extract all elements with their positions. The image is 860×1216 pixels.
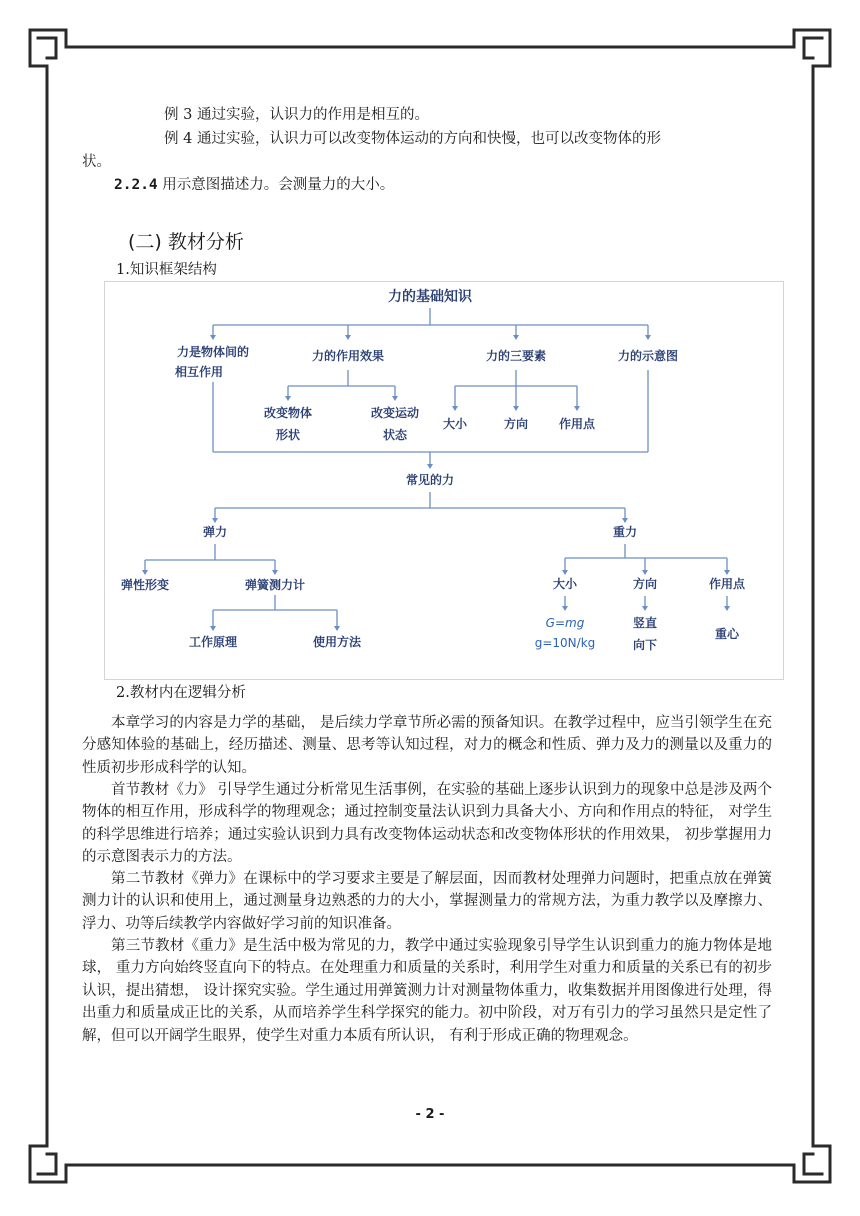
- page-number: - 2 -: [415, 1107, 445, 1122]
- subheading-knowledge-framework: 1.知识框架结构: [116, 262, 217, 278]
- diagram-interaction-line1: 力是物体间的: [176, 345, 249, 359]
- diagram-elastic-deformation: 弹性形变: [120, 578, 169, 592]
- diagram-usage-method: 使用方法: [312, 635, 361, 649]
- diagram-direction: 方向: [503, 417, 528, 431]
- diagram-force-effect: 力的作用效果: [311, 349, 384, 363]
- example-3: 例 3 通过实验，认识力的作用是相互的。: [164, 107, 429, 123]
- paragraph-4: 第三节教材《重力》是生活中极为常见的力，教学中通过实验现象引导学生认识到重力的施力物体是地球， 重力方向始终竖直向下的特点。在处理重力和质量的关系时，利用学生对重力和质量的关系已有的初步认识，提出猜想， 设计探究实验。学生通过用弹簧测力计对测量物体重力，收集数据并用图像进行处理，得出重力和质量成正比的关系，从而培养学生科学探究的能力。初中阶段，对万有引力的学习虽然只是定性了解，但可以开阔学生眼界，使学生对重力本质有所认识， 有利于形成正确的物理观念。: [82, 938, 772, 1044]
- diagram-common-forces: 常见的力: [405, 473, 454, 487]
- knowledge-framework-diagram: [104, 281, 784, 680]
- diagram-size: 大小: [442, 417, 467, 431]
- diagram-downward: 向下: [632, 638, 657, 652]
- diagram-elastic-force: 弹力: [202, 525, 227, 539]
- diagram-interaction-line2: 相互作用: [175, 365, 224, 379]
- diagram-gravity-size: 大小: [552, 577, 577, 591]
- diagram-three-elements: 力的三要素: [485, 349, 546, 363]
- standard-2-2-4: [114, 174, 394, 197]
- diagram-force-diagram: 力的示意图: [617, 349, 678, 363]
- diagram-formula-g-value: g=10N/kg: [534, 636, 596, 650]
- paragraph-3: 第二节教材《弹力》在课标中的学习要求主要是了解层面，因而教材处理弹力问题时，把重点放在弹簧测力计的认识和使用上，通过测量身边熟悉的力的大小，掌握测量力的常规方法，为重力教学以及摩擦力、浮力、功等后续教学内容做好学习前的知识准备。: [82, 871, 772, 932]
- diagram-formula-g-mg: G=mg: [545, 616, 585, 630]
- diagram-change-shape-line2: 形状: [275, 428, 300, 442]
- diagram-change-motion-line2: 状态: [382, 428, 407, 442]
- example-4-line2: 状。: [82, 154, 111, 170]
- paragraph-2: 首节教材《力》 引导学生通过分析常见生活事例，在实验的基础上逐步认识到力的现象中总是涉及两个物体的相互作用，形成科学的物理观念；通过控制变量法认识到力具备大小、方向和作用点的特征， 对学生的科学思维进行培养；通过实验认识到力具有改变物体运动状态和改变物体形状的作用效果， 初步掌握用力的示意图表示力的方法。: [82, 782, 772, 866]
- standard-text: 用示意图描述力。会测量力的大小。: [162, 177, 395, 193]
- diagram-gravity-direction: 方向: [632, 577, 657, 591]
- diagram-spring-meter: 弹簧测力计: [244, 578, 305, 592]
- diagram-gravity: 重力: [612, 525, 637, 539]
- paragraph-1: 本章学习的内容是力学的基础， 是后续力学章节所必需的预备知识。在教学过程中，应当引领学生在充分感知体验的基础上，经历描述、测量、思考等认知过程，对力的概念和性质、弹力及力的测量以及重力的性质初步形成科学的认知。: [82, 715, 772, 776]
- example-4-line1: 例 4 通过实验，认识力可以改变物体运动的方向和快慢，也可以改变物体的形: [164, 131, 661, 147]
- subheading-logic-analysis: 2.教材内在逻辑分析: [116, 685, 246, 701]
- diagram-gravity-point: 作用点: [708, 577, 745, 591]
- diagram-point: 作用点: [558, 417, 595, 431]
- diagram-center-of-gravity: 重心: [714, 627, 739, 641]
- standard-number: 2.2.4: [114, 177, 158, 193]
- diagram-root: 力的基础知识: [388, 289, 472, 305]
- diagram-change-motion-line1: 改变运动: [370, 406, 419, 420]
- diagram-change-shape-line1: 改变物体: [263, 406, 312, 420]
- diagram-working-principle: 工作原理: [188, 635, 237, 649]
- section-heading: (二) 教材分析: [128, 231, 244, 253]
- diagram-vertical: 竖直: [632, 616, 657, 630]
